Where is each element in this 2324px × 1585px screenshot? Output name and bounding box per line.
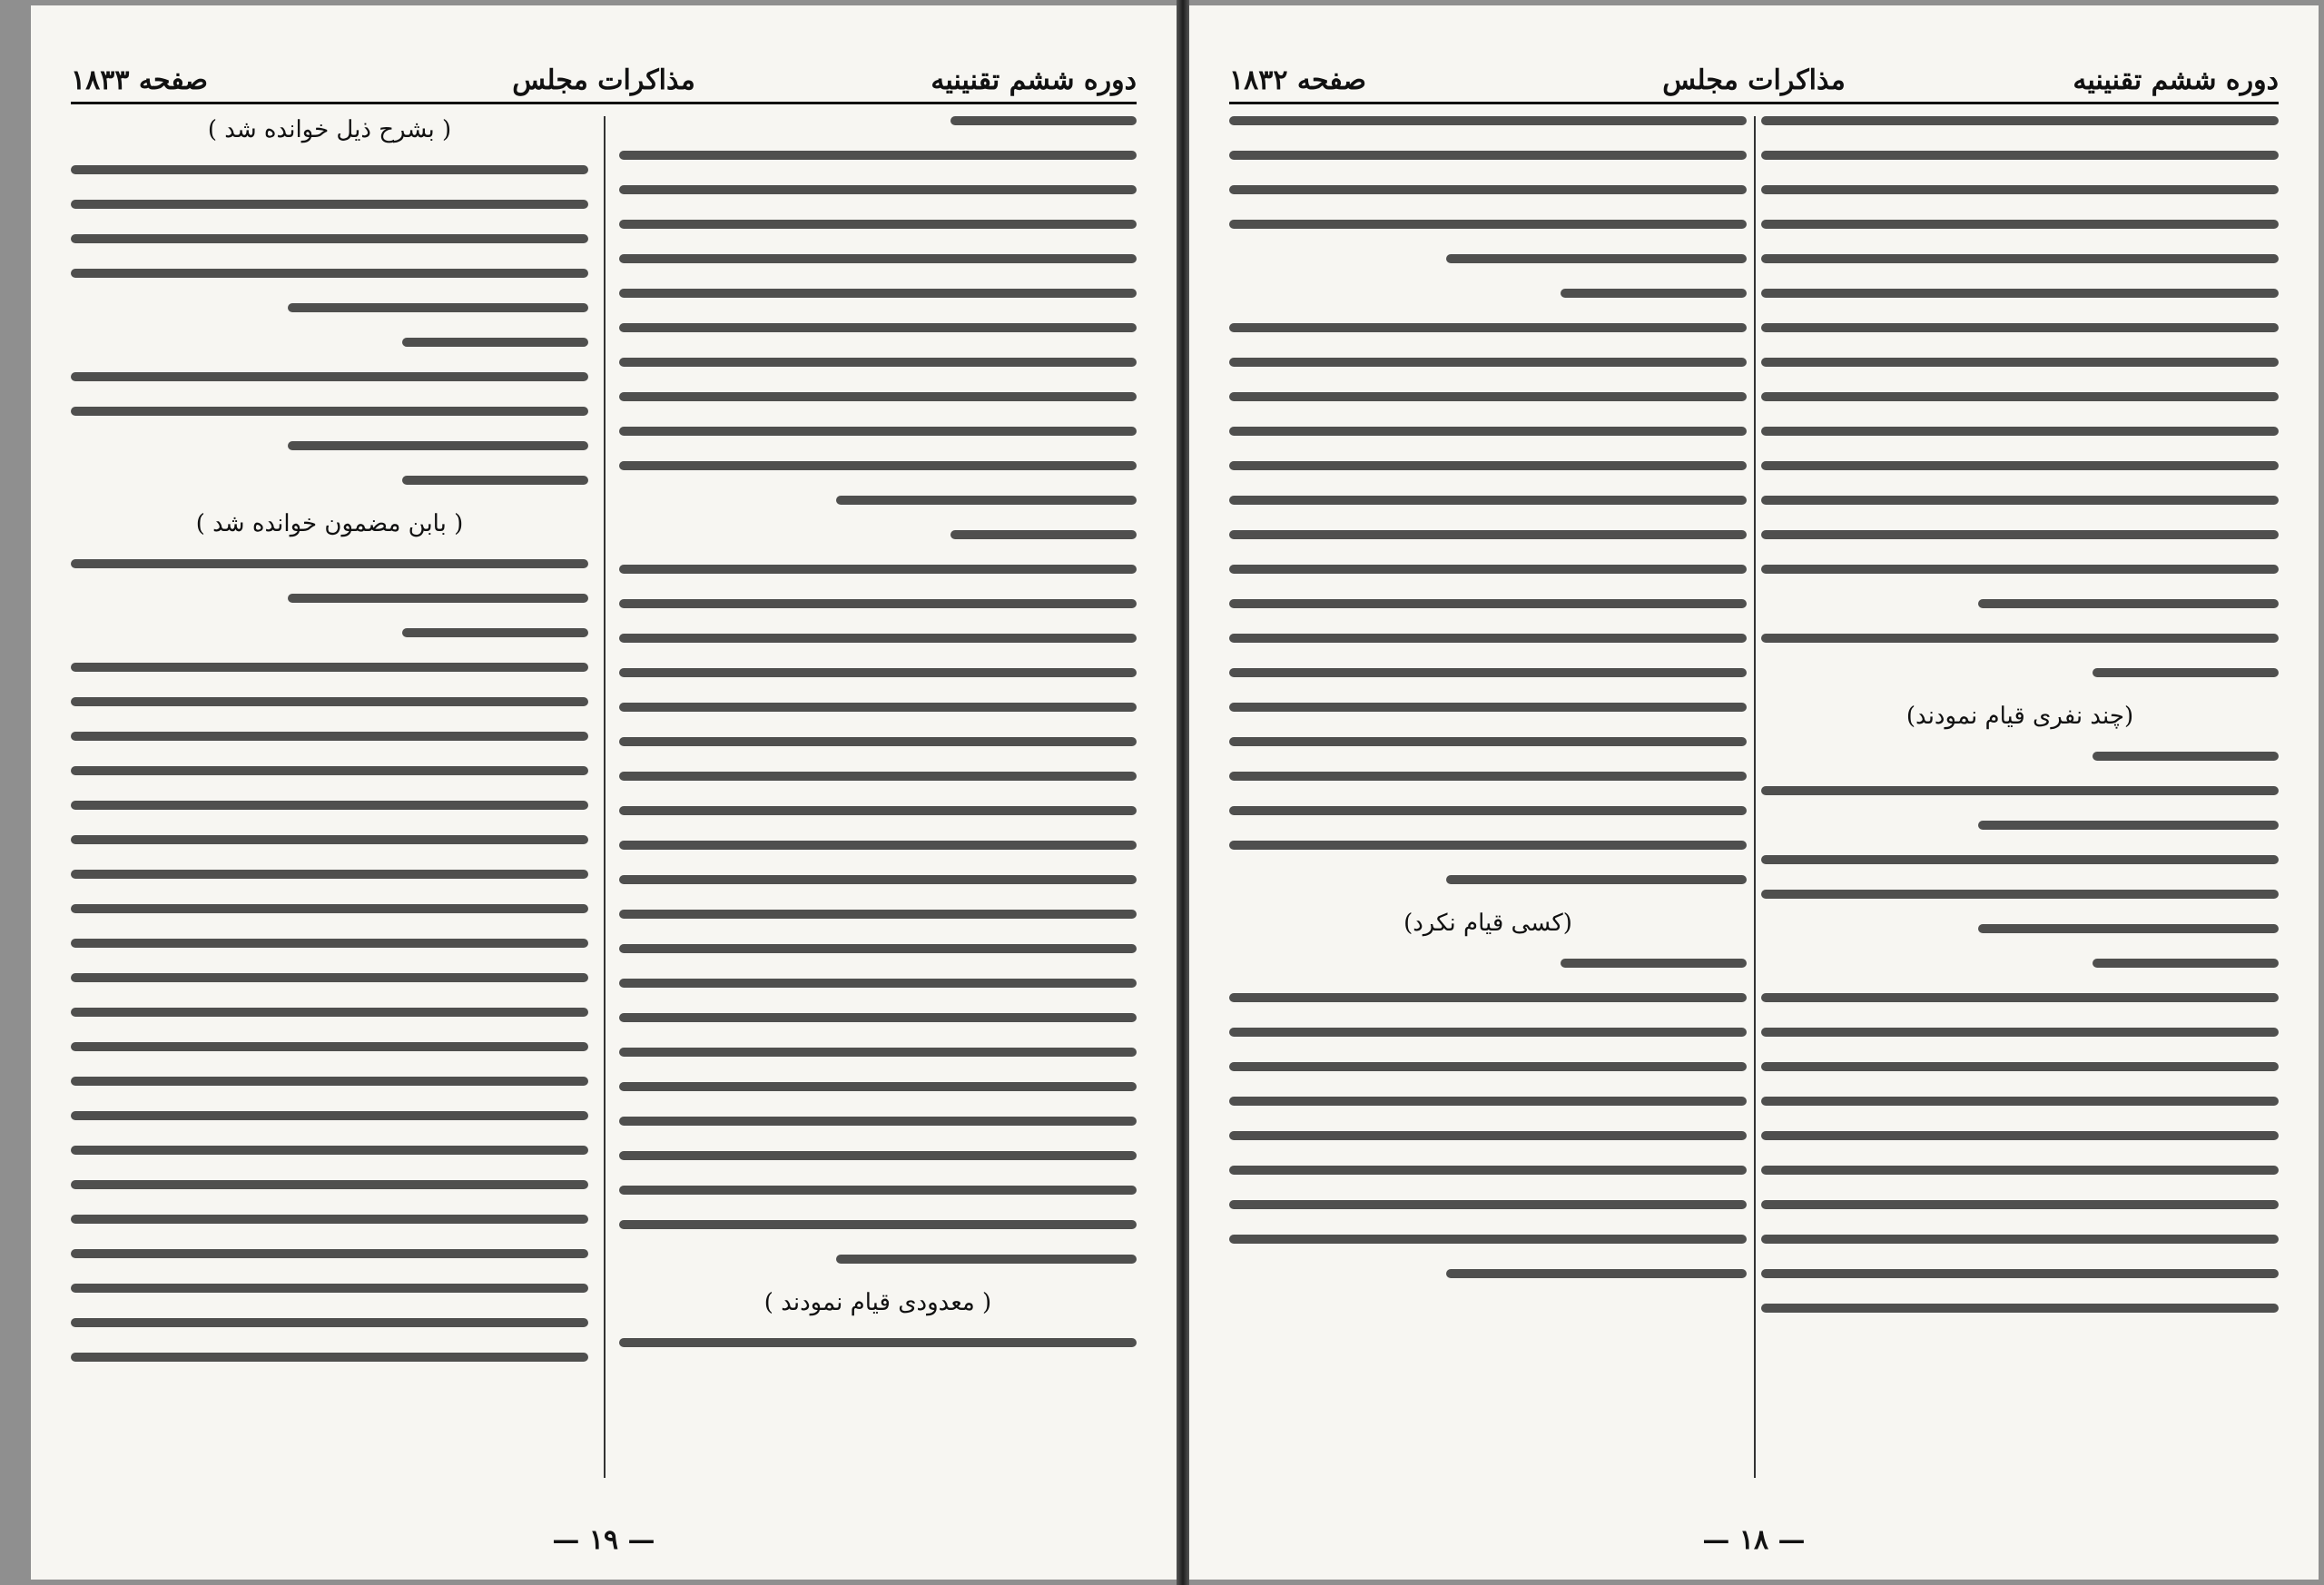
text-line (1229, 116, 1747, 125)
text-line (71, 1284, 588, 1293)
text-line (1229, 185, 1747, 194)
text-line (1978, 821, 2279, 830)
text-line (1761, 496, 2279, 505)
header-page-number: صفحه ۱۸۳۲ (1229, 64, 1366, 96)
text-line (1978, 599, 2279, 608)
text-line (1978, 924, 2279, 933)
text-line (71, 407, 588, 416)
text-line (1761, 634, 2279, 643)
text-line (619, 1048, 1137, 1057)
text-line (1761, 461, 2279, 470)
text-line (1229, 1097, 1747, 1106)
text-line (71, 870, 588, 879)
text-line (619, 358, 1137, 367)
text-line (619, 1220, 1137, 1229)
vote-note: (چند نفری قیام نمودند) (1905, 703, 2134, 730)
text-line (2093, 668, 2279, 677)
text-line (71, 200, 588, 209)
text-line (1761, 1269, 2279, 1278)
text-line (2093, 752, 2279, 761)
text-line (1761, 565, 2279, 574)
text-line (1229, 806, 1747, 815)
text-line (619, 772, 1137, 781)
text-line (1229, 220, 1747, 229)
text-line (1229, 841, 1747, 850)
text-line (1229, 427, 1747, 436)
text-line (71, 559, 588, 568)
text-line (1761, 1166, 2279, 1175)
text-line (950, 530, 1137, 539)
book-gutter (1177, 0, 1189, 1585)
reading-note: ( بشرح ذیل خوانده شد ) (207, 116, 452, 143)
text-line (1229, 1166, 1747, 1175)
text-line (1761, 1235, 2279, 1244)
text-line (71, 1180, 588, 1189)
text-line (619, 289, 1137, 298)
text-line (950, 116, 1137, 125)
text-line (619, 427, 1137, 436)
text-line (288, 441, 588, 450)
text-line (1229, 565, 1747, 574)
text-line (1761, 289, 2279, 298)
text-line (1761, 993, 2279, 1002)
text-line (1761, 1097, 2279, 1106)
text-line (402, 628, 588, 637)
text-line (619, 910, 1137, 919)
text-line (1761, 890, 2279, 899)
text-line (1229, 993, 1747, 1002)
text-line (1761, 1028, 2279, 1037)
text-line (1229, 1062, 1747, 1071)
text-line (71, 663, 588, 672)
column-divider (1754, 116, 1756, 1478)
text-line (1446, 875, 1747, 884)
text-line (71, 732, 588, 741)
text-line (619, 841, 1137, 850)
text-line (71, 372, 588, 381)
page-footer-number: — ۱۸ — (1189, 1524, 2319, 1556)
vote-note: (کسی قیام نکرد) (1403, 910, 1572, 937)
text-line (71, 1111, 588, 1120)
reading-note: ( بابن مضمون خوانده شد ) (195, 510, 464, 537)
text-line (1761, 427, 2279, 436)
text-line (1761, 855, 2279, 864)
text-line (288, 594, 588, 603)
text-line (1561, 289, 1747, 298)
text-line (619, 599, 1137, 608)
text-line (619, 806, 1137, 815)
page-header (71, 54, 1137, 104)
text-line (71, 1249, 588, 1258)
text-line (1229, 599, 1747, 608)
text-line (619, 1338, 1137, 1347)
text-line (1229, 358, 1747, 367)
column-divider (604, 116, 606, 1478)
text-line (71, 1318, 588, 1327)
header-page-number: صفحه ۱۸۳۳ (71, 64, 208, 96)
text-line (619, 565, 1137, 574)
text-line (1761, 1304, 2279, 1313)
text-line (1761, 185, 2279, 194)
text-line (71, 904, 588, 913)
text-line (1229, 1131, 1747, 1140)
text-line (71, 1215, 588, 1224)
text-line (836, 1255, 1137, 1264)
text-line (1229, 1200, 1747, 1209)
text-line (619, 151, 1137, 160)
text-line (71, 766, 588, 775)
text-line (71, 801, 588, 810)
text-line (1229, 703, 1747, 712)
page-footer-number: — ۱۹ — (31, 1524, 1177, 1556)
text-line (1761, 254, 2279, 263)
text-line (619, 392, 1137, 401)
text-line (1229, 496, 1747, 505)
text-line (71, 165, 588, 174)
text-line (1229, 634, 1747, 643)
text-line (619, 1117, 1137, 1126)
text-line (288, 303, 588, 312)
text-line (71, 1077, 588, 1086)
text-line (71, 1353, 588, 1362)
text-line (836, 496, 1137, 505)
text-line (1761, 1200, 2279, 1209)
text-line (1229, 1235, 1747, 1244)
text-line (402, 476, 588, 485)
text-line (71, 269, 588, 278)
header-period: دوره ششم تقنینیه (2073, 64, 2279, 96)
book-page-1832 (1189, 5, 2319, 1580)
text-line (1229, 772, 1747, 781)
text-line (619, 185, 1137, 194)
text-line (619, 737, 1137, 746)
text-line (1229, 151, 1747, 160)
page-header (1229, 54, 2279, 104)
text-line (1761, 116, 2279, 125)
text-line (1761, 786, 2279, 795)
text-line (619, 1013, 1137, 1022)
text-line (71, 234, 588, 243)
text-line (619, 323, 1137, 332)
text-column-right (1761, 116, 2279, 1478)
text-column-left (1229, 116, 1747, 1478)
text-line (71, 1146, 588, 1155)
text-line (1229, 668, 1747, 677)
text-line (1561, 959, 1747, 968)
text-line (1761, 358, 2279, 367)
book-page-1833 (31, 5, 1177, 1580)
text-line (1229, 392, 1747, 401)
text-line (1229, 461, 1747, 470)
text-line (1761, 1062, 2279, 1071)
text-line (619, 1186, 1137, 1195)
text-line (1761, 220, 2279, 229)
text-column-right (619, 116, 1137, 1478)
text-line (619, 634, 1137, 643)
text-line (619, 875, 1137, 884)
text-line (1761, 323, 2279, 332)
text-line (1446, 254, 1747, 263)
text-line (1229, 323, 1747, 332)
text-line (71, 1008, 588, 1017)
text-line (1761, 151, 2279, 160)
text-line (402, 338, 588, 347)
text-line (619, 668, 1137, 677)
text-line (619, 944, 1137, 953)
header-period: دوره ششم تقنینیه (931, 64, 1137, 96)
text-line (619, 1082, 1137, 1091)
vote-note: ( معدودی قیام نمودند ) (763, 1289, 992, 1316)
text-line (71, 973, 588, 982)
text-column-left (71, 116, 588, 1478)
text-line (619, 254, 1137, 263)
text-line (619, 979, 1137, 988)
text-line (619, 703, 1137, 712)
text-line (619, 461, 1137, 470)
text-line (1229, 1028, 1747, 1037)
text-line (71, 939, 588, 948)
text-line (619, 1151, 1137, 1160)
header-title: مذاکرات مجلس (1662, 64, 1846, 96)
text-line (71, 1042, 588, 1051)
text-line (1446, 1269, 1747, 1278)
text-line (2093, 959, 2279, 968)
text-line (71, 697, 588, 706)
header-title: مذاکرات مجلس (512, 64, 695, 96)
text-line (71, 835, 588, 844)
text-line (1761, 1131, 2279, 1140)
text-line (1761, 392, 2279, 401)
text-line (1761, 530, 2279, 539)
text-line (619, 220, 1137, 229)
text-line (1229, 530, 1747, 539)
text-line (1229, 737, 1747, 746)
